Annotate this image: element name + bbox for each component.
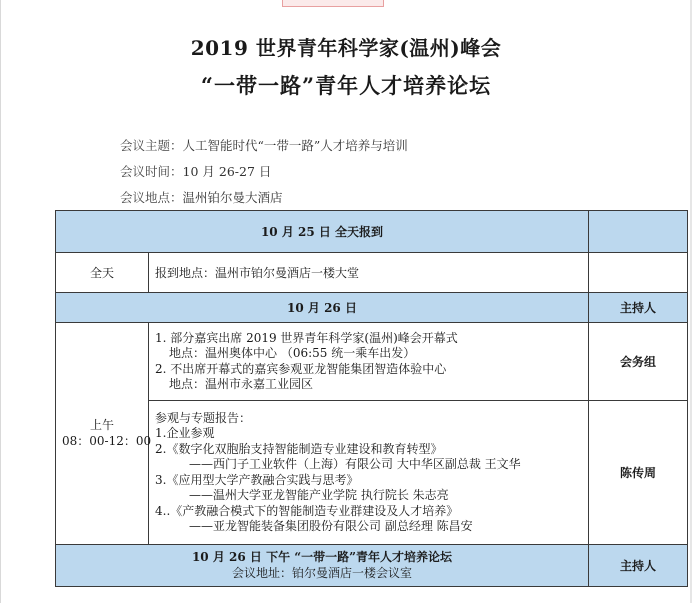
schedule-table xyxy=(55,210,688,587)
meeting-venue-value: 温州铂尔曼大酒店 xyxy=(182,190,283,205)
day2-header: 10 月 26 日 xyxy=(56,293,589,323)
block2-line: ——亚龙智能装备集团股份有限公司 副总经理 陈昌安 xyxy=(189,519,473,533)
block2-line: 4..《产教融合模式下的智能制造专业群建设及人才培养》 xyxy=(155,503,459,518)
meeting-time-value: 10 月 26-27 日 xyxy=(182,164,272,179)
page-title: 2019 世界青年科学家(温州)峰会 xyxy=(190,36,502,60)
block2-line: 3.《应用型大学产教融合实践与思考》 xyxy=(155,472,359,487)
block2-line: 2.《数字化双胞胎支持智能制造专业建设和教育转型》 xyxy=(155,441,443,456)
block2-line: 参观与专题报告： xyxy=(155,410,252,425)
table-row xyxy=(56,211,688,253)
morning-time xyxy=(56,323,152,545)
meeting-theme-label: 会议主题： xyxy=(120,138,183,153)
block2-line: ——温州大学亚龙智能产业学院 执行院长 朱志亮 xyxy=(189,488,449,502)
block2-host: 陈传周 xyxy=(589,401,688,545)
day1-header: 10 月 25 日 全天报到 xyxy=(56,211,589,253)
meeting-venue-label: 会议地点： xyxy=(120,190,183,205)
table-row xyxy=(56,323,688,401)
morning-time-range: 08：00-12：00 xyxy=(62,433,152,448)
day1-time: 全天 xyxy=(56,253,149,293)
morning-block2 xyxy=(149,401,589,545)
table-row xyxy=(56,545,688,587)
afternoon-header-venue: 会议地址：铂尔曼酒店一楼会议室 xyxy=(231,565,412,580)
day1-header-blank xyxy=(589,211,688,253)
day1-host-blank xyxy=(589,253,688,293)
meeting-time xyxy=(120,162,271,180)
meeting-venue xyxy=(120,188,283,206)
top-stamp-mark xyxy=(282,0,384,7)
block1-line: 1. 部分嘉宾出席 2019 世界青年科学家(温州)峰会开幕式 xyxy=(155,330,458,345)
block1-line: 2. 不出席开幕式的嘉宾参观亚龙智能集团智造体验中心 xyxy=(155,361,447,376)
block1-host: 会务组 xyxy=(589,323,688,401)
afternoon-header-title: 10 月 26 日 下午 “一带一路”青年人才培养论坛 xyxy=(191,550,453,564)
block2-line: 1.企业参观 xyxy=(155,426,215,440)
afternoon-host-label: 主持人 xyxy=(589,545,688,587)
day1-content: 报到地点：温州市铂尔曼酒店一楼大堂 xyxy=(149,253,589,293)
page-subtitle: “一带一路”青年人才培养论坛 xyxy=(200,73,492,98)
table-row xyxy=(56,293,688,323)
block1-line: 地点：温州市永嘉工业园区 xyxy=(169,377,314,391)
afternoon-header xyxy=(56,545,589,587)
morning-time-line: 上午 xyxy=(89,418,114,432)
block1-line: 地点：温州奥体中心 （06:55 统一乘车出发） xyxy=(169,346,416,360)
day2-host-label: 主持人 xyxy=(589,293,688,323)
meeting-theme xyxy=(120,136,408,154)
meeting-theme-value: 人工智能时代“一带一路”人才培养与培训 xyxy=(182,138,408,153)
meeting-time-label: 会议时间： xyxy=(120,164,183,179)
table-row xyxy=(56,253,688,293)
block2-line: ——西门子工业软件（上海）有限公司 大中华区副总裁 王文华 xyxy=(189,457,521,471)
table-row xyxy=(56,401,688,545)
morning-block1 xyxy=(149,323,589,401)
